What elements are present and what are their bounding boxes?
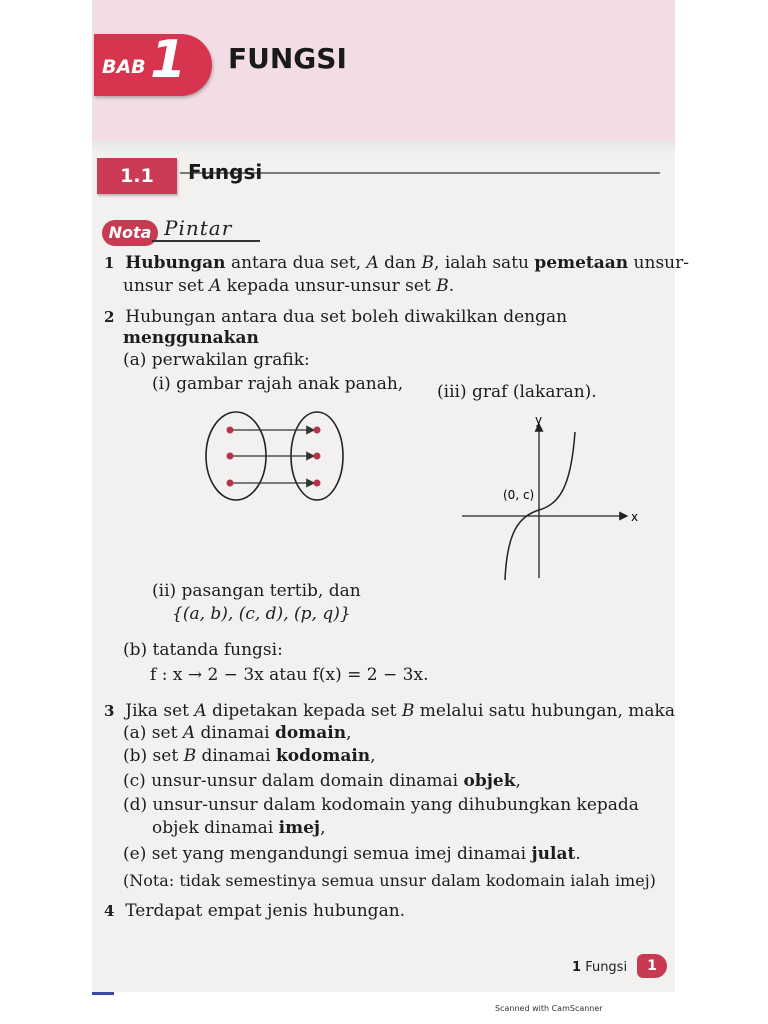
page-footer: 1 Fungsi — [572, 960, 628, 975]
element-dot — [314, 427, 321, 434]
ordered-pairs-set: {(a, b), (c, d), (p, q)} — [172, 604, 351, 624]
item-2-line-1: 2 Hubungan antara dua set boleh diwakilkan dengan — [104, 307, 568, 327]
section-number-badge: 1.1 — [97, 158, 177, 194]
item-1-line-1: 1 Hubungan antara dua set, A dan B, ialah satu pemetaan unsur- — [104, 253, 689, 273]
nota-underline — [152, 240, 260, 242]
item-3d-line-2: objek dinamai imej, — [152, 818, 326, 838]
item-2a-i: (i) gambar rajah anak panah, — [152, 374, 404, 394]
item-3a: (a) set A dinamai domain, — [123, 723, 352, 743]
page-edge-mark — [92, 992, 114, 995]
chapter-title: FUNGSI — [228, 42, 347, 75]
arrow-diagram — [200, 408, 350, 504]
item-2-line-2: menggunakan — [123, 328, 259, 348]
item-3c: (c) unsur-unsur dalam domain dinamai objek, — [123, 771, 521, 791]
element-dot — [227, 427, 234, 434]
element-dot — [314, 480, 321, 487]
item-2a-iii: (iii) graf (lakaran). — [437, 382, 597, 402]
section-title: Fungsi — [188, 160, 263, 184]
item-4: 4 Terdapat empat jenis hubungan. — [104, 901, 406, 921]
point-label: (0, c) — [503, 488, 535, 502]
item-3b: (b) set B dinamai kodomain, — [123, 746, 376, 766]
item-2b-label: (b) tatanda fungsi: — [123, 640, 283, 660]
nota-badge: Nota — [102, 220, 158, 246]
book-page — [92, 0, 689, 992]
nota-title: Pintar — [164, 216, 233, 240]
chapter-badge — [94, 30, 212, 96]
item-1-line-2: unsur set A kepada unsur-unsur set B. — [123, 276, 455, 296]
element-dot — [227, 480, 234, 487]
element-dot — [227, 453, 234, 460]
item-3-line-1: 3 Jika set A dipetakan kepada set B melalui satu hubungan, maka — [104, 701, 675, 721]
y-axis-label: y — [535, 413, 543, 427]
chapter-badge-number: 1 — [150, 30, 187, 90]
item-2a-label: (a) perwakilan grafik: — [123, 350, 310, 370]
function-notation: f : x → 2 − 3x atau f(x) = 2 − 3x. — [150, 665, 429, 685]
cubic-graph-sketch — [457, 412, 647, 582]
scanner-watermark: Scanned with CamScanner — [495, 1004, 603, 1013]
item-3e: (e) set yang mengandungi semua imej dinamai julat. — [123, 844, 581, 864]
x-axis-label: x — [631, 510, 639, 524]
item-2a-ii: (ii) pasangan tertib, dan — [152, 581, 361, 601]
cubic-curve — [505, 432, 575, 580]
item-3d-line-1: (d) unsur-unsur dalam kodomain yang dihubungkan kepada — [123, 795, 639, 815]
chapter-badge-label: BAB — [102, 56, 146, 78]
item-3-note: (Nota: tidak semestinya semua unsur dalam kodomain ialah imej) — [123, 871, 656, 890]
page-number-badge: 1 — [637, 954, 667, 978]
element-dot — [314, 453, 321, 460]
